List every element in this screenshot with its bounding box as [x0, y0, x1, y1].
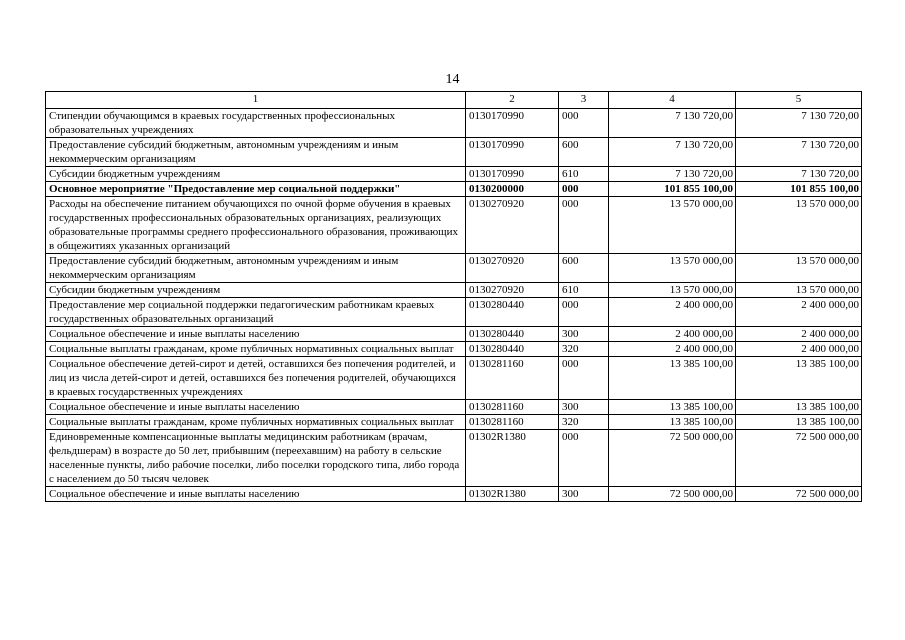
- row-kind-cell: 320: [559, 415, 609, 430]
- row-amount-total-cell: 13 385 100,00: [736, 400, 862, 415]
- row-amount-cell: 7 130 720,00: [609, 109, 736, 138]
- row-kind-cell: 300: [559, 327, 609, 342]
- row-amount-cell: 2 400 000,00: [609, 298, 736, 327]
- row-name-cell: Предоставление субсидий бюджетным, автономным учреждениям и иным некоммерческим организациям: [46, 254, 466, 283]
- page-number: 14: [445, 72, 460, 87]
- row-kind-cell: 600: [559, 138, 609, 167]
- row-amount-total-cell: 2 400 000,00: [736, 327, 862, 342]
- row-amount-total-cell: 13 570 000,00: [736, 254, 862, 283]
- row-amount-total-cell: 13 385 100,00: [736, 357, 862, 400]
- row-code-cell: 0130280440: [466, 327, 559, 342]
- row-code-cell: 0130281160: [466, 415, 559, 430]
- row-amount-cell: 72 500 000,00: [609, 487, 736, 502]
- row-code-cell: 0130170990: [466, 109, 559, 138]
- row-kind-cell: 610: [559, 283, 609, 298]
- row-name-cell: Расходы на обеспечение питанием обучающихся по очной форме обучения в краевых государственных профессиональных образовательных организациях, реализующих образовательные программы среднего профессионального образования, проживающих в общежитиях указанных организаций: [46, 197, 466, 254]
- table-row: [46, 400, 862, 415]
- row-amount-cell: 7 130 720,00: [609, 167, 736, 182]
- row-amount-total-cell: 7 130 720,00: [736, 167, 862, 182]
- row-code-cell: 0130281160: [466, 357, 559, 400]
- header-cell-5: 5: [736, 92, 862, 109]
- row-code-cell: 01302R1380: [466, 430, 559, 487]
- row-amount-cell: 13 570 000,00: [609, 254, 736, 283]
- row-kind-cell: 300: [559, 400, 609, 415]
- table-row: [46, 254, 862, 283]
- row-name-cell: Субсидии бюджетным учреждениям: [46, 283, 466, 298]
- table-row: [46, 283, 862, 298]
- row-amount-total-cell: 7 130 720,00: [736, 109, 862, 138]
- row-code-cell: 01302R1380: [466, 487, 559, 502]
- row-amount-cell: 72 500 000,00: [609, 430, 736, 487]
- row-kind-cell: 300: [559, 487, 609, 502]
- row-kind-cell: 000: [559, 197, 609, 254]
- row-code-cell: 0130170990: [466, 167, 559, 182]
- row-code-cell: 0130170990: [466, 138, 559, 167]
- row-name-cell: Предоставление субсидий бюджетным, автономным учреждениям и иным некоммерческим организациям: [46, 138, 466, 167]
- row-name-cell: Стипендии обучающимся в краевых государственных профессиональных образовательных учреждениях: [46, 109, 466, 138]
- row-code-cell: 0130270920: [466, 197, 559, 254]
- row-kind-cell: 000: [559, 182, 609, 197]
- row-kind-cell: 320: [559, 342, 609, 357]
- row-amount-cell: 13 570 000,00: [609, 283, 736, 298]
- header-cell-2: 2: [466, 92, 559, 109]
- header-cell-1: 1: [46, 92, 466, 109]
- row-kind-cell: 000: [559, 430, 609, 487]
- row-amount-cell: 13 385 100,00: [609, 415, 736, 430]
- row-amount-total-cell: 72 500 000,00: [736, 430, 862, 487]
- row-name-cell: Социальные выплаты гражданам, кроме публичных нормативных социальных выплат: [46, 342, 466, 357]
- row-kind-cell: 610: [559, 167, 609, 182]
- row-amount-cell: 2 400 000,00: [609, 327, 736, 342]
- row-amount-total-cell: 2 400 000,00: [736, 298, 862, 327]
- row-amount-cell: 101 855 100,00: [609, 182, 736, 197]
- row-amount-cell: 7 130 720,00: [609, 138, 736, 167]
- row-code-cell: 0130280440: [466, 298, 559, 327]
- table-row: [46, 487, 862, 502]
- table-row: [46, 298, 862, 327]
- row-kind-cell: 600: [559, 254, 609, 283]
- row-amount-cell: 13 570 000,00: [609, 197, 736, 254]
- row-name-cell: Социальное обеспечение и иные выплаты населению: [46, 327, 466, 342]
- table-body: [46, 109, 862, 502]
- row-amount-cell: 2 400 000,00: [609, 342, 736, 357]
- row-name-cell: Социальное обеспечение и иные выплаты населению: [46, 487, 466, 502]
- header-cell-3: 3: [559, 92, 609, 109]
- header-row: [46, 92, 862, 109]
- row-amount-total-cell: 13 385 100,00: [736, 415, 862, 430]
- row-code-cell: 0130281160: [466, 400, 559, 415]
- row-name-cell: Основное мероприятие "Предоставление мер социальной поддержки": [46, 182, 466, 197]
- row-code-cell: 0130270920: [466, 283, 559, 298]
- table-row: [46, 342, 862, 357]
- row-amount-total-cell: 101 855 100,00: [736, 182, 862, 197]
- table-row: [46, 182, 862, 197]
- budget-table: [45, 91, 862, 502]
- table-row: [46, 197, 862, 254]
- row-amount-total-cell: 13 570 000,00: [736, 197, 862, 254]
- table-row: [46, 327, 862, 342]
- table-row: [46, 138, 862, 167]
- row-amount-total-cell: 2 400 000,00: [736, 342, 862, 357]
- row-kind-cell: 000: [559, 109, 609, 138]
- row-name-cell: Единовременные компенсационные выплаты медицинским работникам (врачам, фельдшерам) в возрасте до 50 лет, прибывшим (переехавшим) на работу в сельские населенные пункты, либо рабочие поселки, либо поселки городского типа, либо города с населением до 50 тысяч человек: [46, 430, 466, 487]
- row-code-cell: 0130270920: [466, 254, 559, 283]
- header-cell-4: 4: [609, 92, 736, 109]
- row-amount-total-cell: 13 570 000,00: [736, 283, 862, 298]
- row-kind-cell: 000: [559, 357, 609, 400]
- row-code-cell: 0130280440: [466, 342, 559, 357]
- row-amount-total-cell: 72 500 000,00: [736, 487, 862, 502]
- row-kind-cell: 000: [559, 298, 609, 327]
- row-code-cell: 0130200000: [466, 182, 559, 197]
- row-amount-total-cell: 7 130 720,00: [736, 138, 862, 167]
- row-amount-cell: 13 385 100,00: [609, 400, 736, 415]
- table-row: [46, 430, 862, 487]
- row-amount-cell: 13 385 100,00: [609, 357, 736, 400]
- row-name-cell: Социальные выплаты гражданам, кроме публичных нормативных социальных выплат: [46, 415, 466, 430]
- row-name-cell: Предоставление мер социальной поддержки педагогическим работникам краевых государственных образовательных организаций: [46, 298, 466, 327]
- row-name-cell: Социальное обеспечение детей-сирот и детей, оставшихся без попечения родителей, и лиц из числа детей-сирот и детей, оставшихся без попечения родителей, обучающихся в краевых государственных учреждениях: [46, 357, 466, 400]
- table-row: [46, 167, 862, 182]
- table-row: [46, 357, 862, 400]
- table-row: [46, 415, 862, 430]
- row-name-cell: Социальное обеспечение и иные выплаты населению: [46, 400, 466, 415]
- table-row: [46, 109, 862, 138]
- row-name-cell: Субсидии бюджетным учреждениям: [46, 167, 466, 182]
